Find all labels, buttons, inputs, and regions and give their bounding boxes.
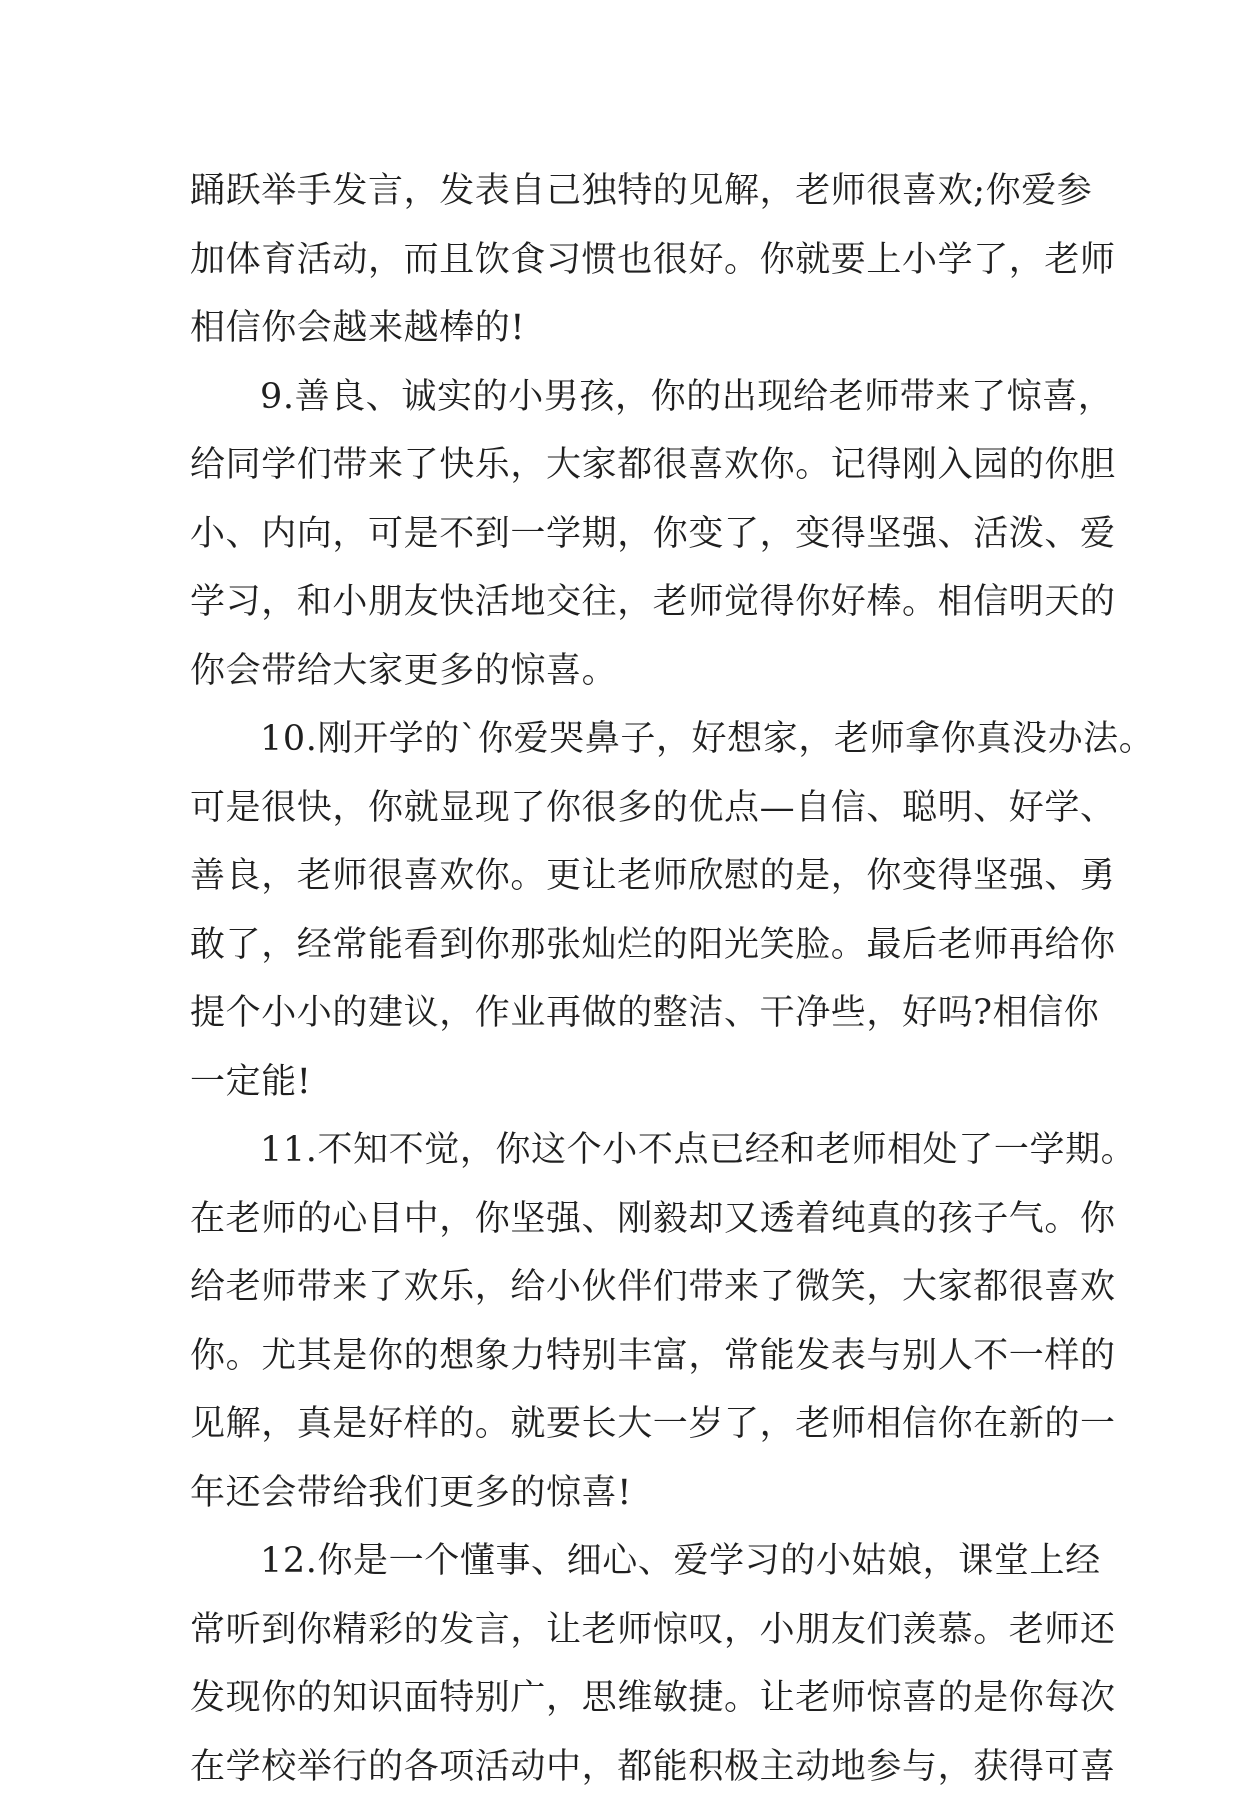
text-line: 给同学们带来了快乐，大家都很喜欢你。记得刚入园的你胆: [190, 431, 1050, 500]
text-line: 常听到你精彩的发言，让老师惊叹，小朋友们羡慕。老师还: [190, 1596, 1050, 1665]
text-line: 善良，老师很喜欢你。更让老师欣慰的是，你变得坚强、勇: [190, 842, 1050, 911]
text-line: 年还会带给我们更多的惊喜!: [190, 1459, 1050, 1528]
text-line: 在学校举行的各项活动中，都能积极主动地参与，获得可喜: [190, 1733, 1050, 1801]
text-line: 学习，和小朋友快活地交往，老师觉得你好棒。相信明天的: [190, 568, 1050, 637]
text-line: 加体育活动，而且饮食习惯也很好。你就要上小学了，老师: [190, 226, 1050, 295]
text-line: 敢了，经常能看到你那张灿烂的阳光笑脸。最后老师再给你: [190, 911, 1050, 980]
text-line: 可是很快，你就显现了你很多的优点—自信、聪明、好学、: [190, 774, 1050, 843]
text-line: 小、内向，可是不到一学期，你变了，变得坚强、活泼、爱: [190, 500, 1050, 569]
text-line: 相信你会越来越棒的!: [190, 294, 1050, 363]
text-line: 一定能!: [190, 1048, 1050, 1117]
paragraph-first-line: 10.刚开学的`你爱哭鼻子，好想家，老师拿你真没办法。: [190, 705, 1050, 774]
paragraph-first-line: 12.你是一个懂事、细心、爱学习的小姑娘，课堂上经: [190, 1527, 1050, 1596]
text-line: 在老师的心目中，你坚强、刚毅却又透着纯真的孩子气。你: [190, 1185, 1050, 1254]
text-line: 给老师带来了欢乐，给小伙伴们带来了微笑，大家都很喜欢: [190, 1253, 1050, 1322]
paragraph-first-line: 11.不知不觉，你这个小不点已经和老师相处了一学期。: [190, 1116, 1050, 1185]
text-line: 踊跃举手发言，发表自己独特的见解，老师很喜欢;你爱参: [190, 157, 1050, 226]
text-line: 你。尤其是你的想象力特别丰富，常能发表与别人不一样的: [190, 1322, 1050, 1391]
text-line: 提个小小的建议，作业再做的整洁、干净些，好吗?相信你: [190, 979, 1050, 1048]
paragraph-first-line: 9.善良、诚实的小男孩，你的出现给老师带来了惊喜，: [190, 363, 1050, 432]
document-body: [190, 157, 1050, 1801]
text-line: 见解，真是好样的。就要长大一岁了，老师相信你在新的一: [190, 1390, 1050, 1459]
text-line: 发现你的知识面特别广，思维敏捷。让老师惊喜的是你每次: [190, 1664, 1050, 1733]
text-line: 你会带给大家更多的惊喜。: [190, 637, 1050, 706]
